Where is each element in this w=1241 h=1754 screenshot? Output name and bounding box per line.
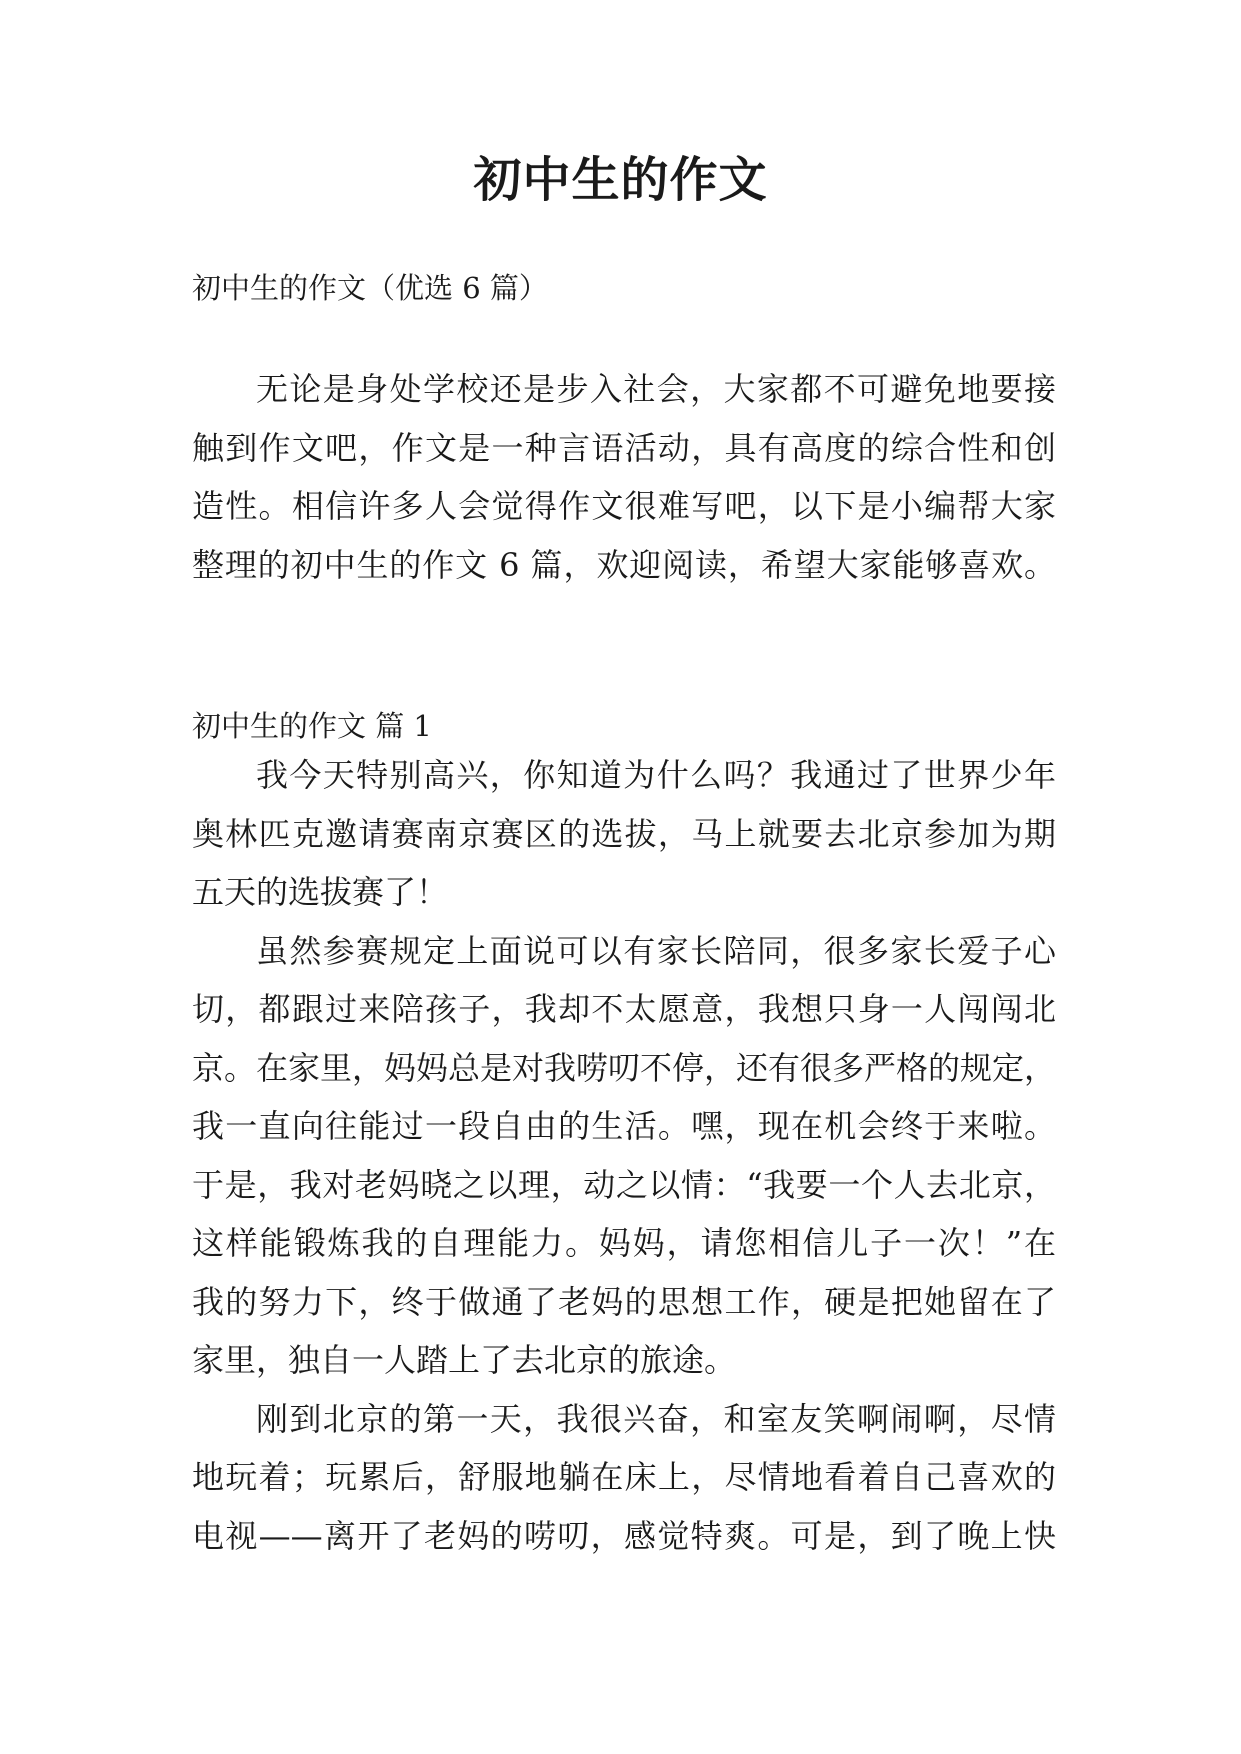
body-line: 我一直向往能过一段自由的生活。嘿，现在机会终于来啦。 [192,1107,1056,1145]
section-body [192,746,1056,1565]
intro-line: 无论是身处学校还是步入社会，大家都不可避免地要接 [256,370,1056,408]
intro-line: 整理的初中生的作文 6 篇，欢迎阅读，希望大家能够喜欢。 [192,545,1056,584]
intro-line: 造性。相信许多人会觉得作文很难写吧，以下是小编帮大家 [192,487,1056,525]
body-line: 于是，我对老妈晓之以理，动之以情：“我要一个人去北京， [192,1165,1056,1204]
body-line: 五天的选拔赛了！ [192,873,449,911]
body-line: 奥林匹克邀请赛南京赛区的选拔，马上就要去北京参加为期 [192,814,1056,853]
body-line: 我今天特别高兴，你知道为什么吗？我通过了世界少年 [256,756,1056,794]
document-title: 初中生的作文 [473,152,768,208]
body-line: 刚到北京的第一天，我很兴奋，和室友笑啊闹啊，尽情 [256,1399,1056,1438]
body-line: 电视——离开了老妈的唠叨，感觉特爽。可是，到了晚上快 [192,1516,1056,1555]
section-heading: 初中生的作文 篇 1 [192,709,432,743]
body-line: 这样能锻炼我的自理能力。妈妈，请您相信儿子一次！”在 [192,1224,1056,1262]
body-line: 切，都跟过来陪孩子，我却不太愿意，我想只身一人闯闯北 [192,990,1056,1028]
intro-line: 触到作文吧，作文是一种言语活动，具有高度的综合性和创 [192,428,1056,467]
body-line: 京。在家里，妈妈总是对我唠叨不停，还有很多严格的规定， [192,1048,1057,1087]
document-subtitle: 初中生的作文（优选 6 篇） [192,271,548,305]
body-line: 家里，独自一人踏上了去北京的旅途。 [192,1341,737,1379]
body-line: 虽然参赛规定上面说可以有家长陪同，很多家长爱子心 [256,931,1056,970]
body-line: 我的努力下，终于做通了老妈的思想工作，硬是把她留在了 [192,1282,1056,1321]
intro-paragraph [192,360,1056,594]
body-line: 地玩着；玩累后，舒服地躺在床上，尽情地看着自己喜欢的 [192,1458,1056,1496]
